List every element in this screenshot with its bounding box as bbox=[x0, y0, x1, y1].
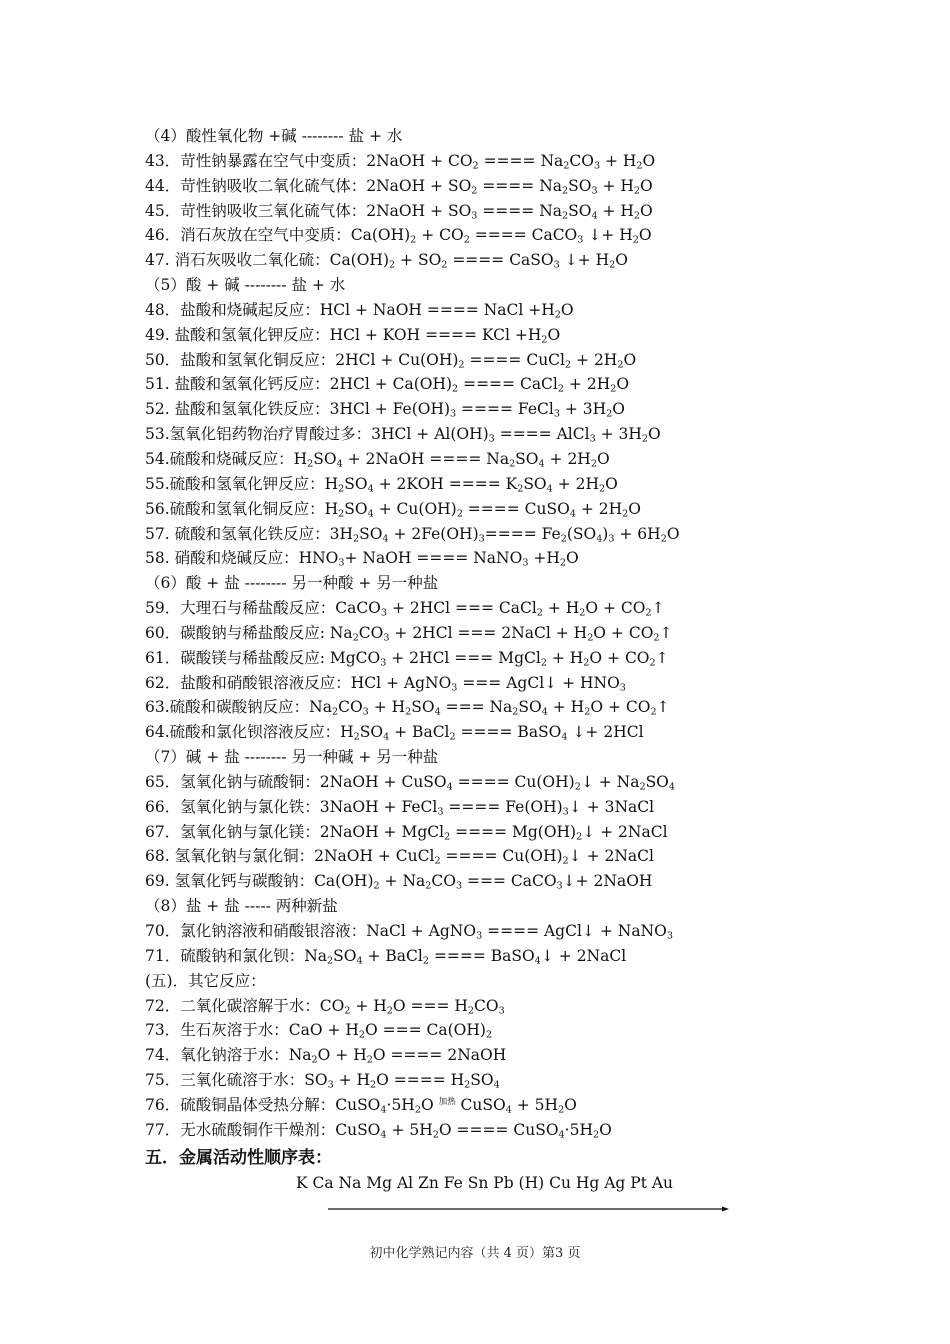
equation-line: （7）碱 + 盐 -------- 另一种碱 + 另一种盐 bbox=[145, 748, 439, 767]
equation-line: 65．氢氧化钠与硫酸铜：2NaOH + CuSO$_4$ ==== $Cu(OH)_2↓ + Na_2SO_4$ bbox=[145, 772, 675, 793]
equation-line: 76．硫酸铜晶体受热分解：$CuSO_4\cdot 5H_2O$ $^{加热}$ CuSO$_4$ + $5H_2O$ bbox=[145, 1095, 577, 1116]
equation-line: 48．盐酸和烧碱起反应：HCl + NaOH ==== NaCl $+H_2O$ bbox=[145, 300, 574, 321]
equation-line: 60．碳酸钠与稀盐酸反应: $Na_2CO_3 + 2HCl$ === 2NaCl + $H_2O$ + $CO_2↑$ bbox=[145, 623, 673, 644]
equation-line: 73．生石灰溶于水：CaO + $H_2O$ === $Ca(OH)_2$ bbox=[145, 1021, 493, 1042]
equation-line: 44．苛性钠吸收二氧化硫气体：2NaOH + $SO_2$ ==== $Na_2SO_3 + H_2O$ bbox=[145, 176, 653, 197]
equation-line: 56.硫酸和氢氧化铜反应：$H_2SO_4 + Cu(OH)_2$ ==== CuSO$_4$ + $2H_2O$ bbox=[145, 499, 641, 520]
equation-line: 53.氢氧化铝药物治疗胃酸过多：$3HCl + Al(OH)_3$ ==== AlCl$_3$ + $3H_2O$ bbox=[145, 425, 661, 445]
equation-line: 68. 氢氧化钠与氯化铜：2NaOH + CuCl$_2$ ==== $Cu(OH)_2↓$ + 2NaCl bbox=[145, 847, 654, 868]
equation-line: 67．氢氧化钠与氯化镁：2NaOH + MgCl$_2$ ==== $Mg(OH)_2↓$ + 2NaCl bbox=[145, 822, 668, 843]
equation-line: （4）酸性氧化物 +碱 -------- 盐 + 水 bbox=[145, 127, 403, 145]
equation-line: 69. 氢氧化钙与碳酸钠：$Ca(OH)_2 + Na_2CO_3$ === CaCO$_3$↓+ 2NaOH bbox=[145, 872, 653, 892]
equation-line: 57. 硫酸和氢氧化铁反应：$3H_2SO_4 + 2Fe(OH)_3==== Fe_2(SO_4)_3 + 6H_2O$ bbox=[145, 524, 680, 545]
equation-line: 50．盐酸和氢氧化铜反应：$2HCl + Cu(OH)_2$ ==== CuCl$_2$ + $2H_2O$ bbox=[145, 350, 637, 371]
equation-line: 74．氧化钠溶于水：$Na_2O + H_2O$ ==== 2NaOH bbox=[145, 1046, 507, 1066]
equation-line: 75．三氧化硫溶于水：$SO_3 + H_2O$ ==== $H_2SO_4$ bbox=[145, 1071, 500, 1091]
equation-line: 72．二氧化碳溶解于水：$CO_2 + H_2O$ === $H_2CO_3$ bbox=[145, 996, 505, 1017]
equation-line: 43．苛性钠暴露在空气中变质：2NaOH + $CO_2$ ==== $Na_2CO_3 + H_2O$ bbox=[145, 151, 656, 172]
equation-line: 64.硫酸和氯化钡溶液反应：$H_2SO_4$ + BaCl$_2$ ==== BaSO$_4$ ↓+ 2HCl bbox=[145, 723, 644, 743]
page-footer: 初中化学熟记内容（共 4 页）第3 页 bbox=[369, 1246, 581, 1261]
equation-line: 63.硫酸和碳酸钠反应：$Na_2CO_3 + H_2SO_4$ === $Na_2SO_4 + H_2O$ + $CO_2↑$ bbox=[145, 698, 670, 719]
equation-line: 46．消石灰放在空气中变质：$Ca(OH)_2 + CO_2$ ==== CaCO$_3$ ↓+ $H_2O$ bbox=[145, 226, 652, 247]
equation-line: 71．硫酸钠和氯化钡：$Na_2SO_4$ + BaCl$_2$ ==== BaSO$_4$↓ + 2NaCl bbox=[145, 946, 627, 967]
equation-line: 66．氢氧化钠与氯化铁：3NaOH + FeCl$_3$ ==== $Fe(OH)_3↓$ + 3NaCl bbox=[145, 797, 655, 818]
equation-line: 45．苛性钠吸收三氧化硫气体：2NaOH + $SO_3$ ==== $Na_2SO_4 + H_2O$ bbox=[145, 201, 653, 222]
activity-series: K Ca Na Mg Al Zn Fe Sn Pb (H) Cu Hg Ag Pt Au bbox=[296, 1174, 674, 1192]
section-heading: 五．金属活动性顺序表： bbox=[145, 1148, 332, 1168]
equation-line: 55.硫酸和氢氧化钾反应：$H_2SO_4 + 2KOH$ ==== $K_2SO_4 + 2H_2O$ bbox=[145, 474, 618, 495]
equation-line: （8）盐 + 盐 ----- 两种新盐 bbox=[145, 897, 338, 916]
equation-line: 47. 消石灰吸收二氧化硫：$Ca(OH)_2 + SO_2$ ==== CaSO$_3$ ↓+ $H_2O$ bbox=[145, 251, 628, 271]
equation-line: （6）酸 + 盐 -------- 另一种酸 + 另一种盐 bbox=[145, 574, 439, 593]
arrow-icon bbox=[328, 1206, 728, 1208]
equation-line: 62．盐酸和硝酸银溶液反应：HCl + AgNO$_3$ === AgCl↓ + $HNO_3$ bbox=[145, 673, 626, 694]
equation-line: 70．氯化钠溶液和硝酸银溶液：NaCl + AgNO$_3$ ==== AgCl↓ + NaNO$_3$ bbox=[145, 922, 673, 942]
equation-line: 52. 盐酸和氢氧化铁反应：$3HCl + Fe(OH)_3$ ==== FeCl$_3$ + $3H_2O$ bbox=[145, 400, 625, 420]
equation-line: (五)．其它反应： bbox=[145, 971, 266, 990]
equation-line: 77．无水硫酸铜作干燥剂：CuSO$_4$ + $5H_2O$ ==== $CuSO_4\cdot 5H_2O$ bbox=[145, 1120, 612, 1141]
equation-line: 49. 盐酸和氢氧化钾反应：HCl + KOH ==== KCl $+H_2O$ bbox=[145, 325, 561, 346]
equation-line: 58. 硝酸和烧碱反应：$HNO_3+$ NaOH ==== NaNO$_3$ $+H_2O$ bbox=[145, 549, 579, 570]
equation-line: （5）酸 + 碱 -------- 盐 + 水 bbox=[145, 276, 346, 295]
equation-line: 59．大理石与稀盐酸反应：CaCO$_3$ + 2HCl === CaCl$_2$ + $H_2O$ + $CO_2↑$ bbox=[145, 599, 665, 619]
equation-line: 54.硫酸和烧碱反应：$H_2SO_4$ + 2NaOH ==== $Na_2SO_4 + 2H_2O$ bbox=[145, 449, 610, 470]
equation-line: 51. 盐酸和氢氧化钙反应：$2HCl + Ca(OH)_2$ ==== CaCl$_2$ + $2H_2O$ bbox=[145, 375, 630, 396]
equation-list bbox=[145, 124, 865, 1143]
equation-line: 61．碳酸镁与稀盐酸反应: MgCO$_3$ + 2HCl === MgCl$_2$ + $H_2O$ + $CO_2↑$ bbox=[145, 648, 669, 669]
